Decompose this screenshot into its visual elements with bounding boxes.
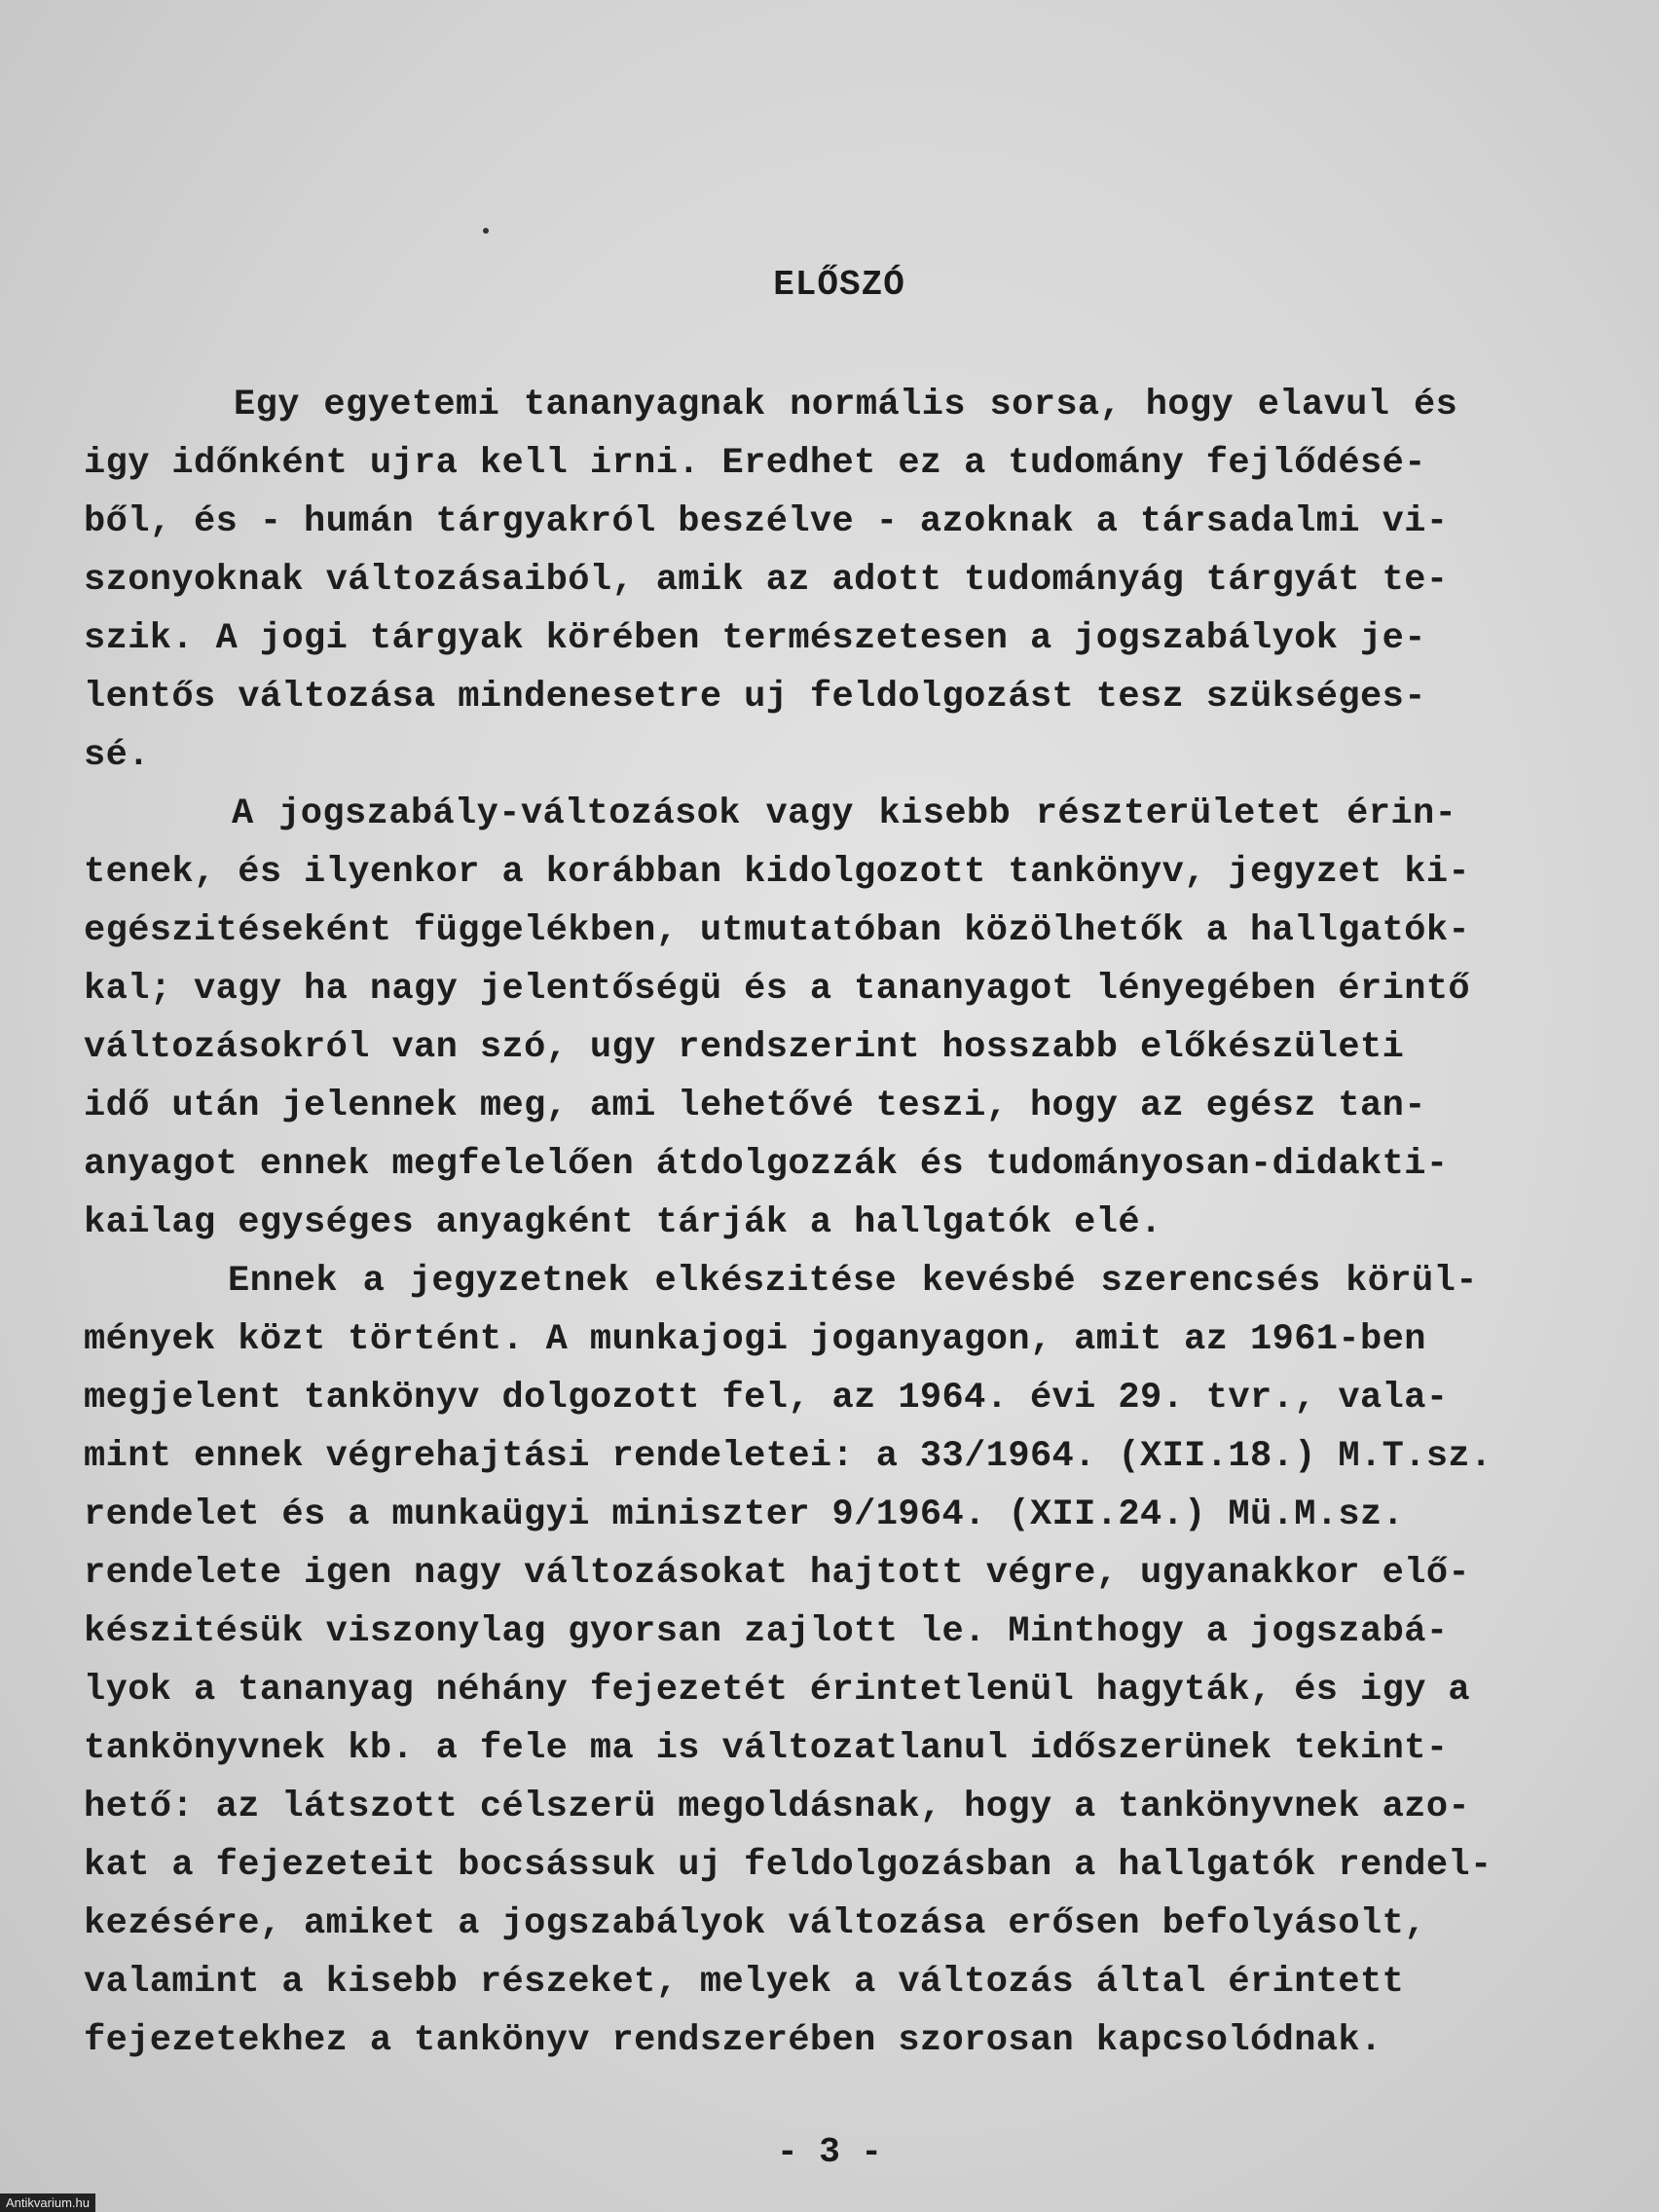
text-line: készitésük viszonylag gyorsan zajlott le. Minthogy a jogszabá- — [84, 1611, 1449, 1652]
text-line: hető: az látszott célszerü megoldásnak, hogy a tankönyvnek azo- — [84, 1787, 1471, 1827]
text-line: kat a fejezeteit bocsássuk uj feldolgozásban a hallgatók rendel- — [84, 1845, 1493, 1886]
text-line: lyok a tananyag néhány fejezetét érintetlenül hagyták, és igy a — [84, 1670, 1471, 1711]
page-number: - 3 - — [776, 2132, 883, 2172]
text-line: mint ennek végrehajtási rendeletei: a 33/1964. (XII.18.) M.T.sz. — [84, 1436, 1493, 1477]
text-line: kezésére, amiket a jogszabályok változása erősen befolyásolt, — [84, 1903, 1426, 1944]
text-line: A jogszabály-változások vagy kisebb részterületet érin- — [232, 793, 1457, 834]
ink-dot — [483, 228, 489, 234]
text-line: rendelete igen nagy változásokat hajtott végre, ugyanakkor elő- — [84, 1553, 1471, 1594]
text-line: igy időnként ujra kell irni. Eredhet ez a tudomány fejlődésé- — [84, 443, 1426, 484]
text-line: rendelet és a munkaügyi miniszter 9/1964. (XII.24.) Mü.M.sz. — [84, 1494, 1405, 1535]
page-title: ELŐSZÓ — [773, 265, 905, 305]
text-line: kal; vagy ha nagy jelentőségü és a tananyagot lényegében érintő — [84, 969, 1471, 1010]
text-line: fejezetekhez a tankönyv rendszerében szorosan kapcsolódnak. — [84, 2020, 1382, 2061]
text-line: szik. A jogi tárgyak körében természetesen a jogszabályok je- — [84, 618, 1426, 659]
text-line: anyagot ennek megfelelően átdolgozzák és tudományosan-didakti- — [84, 1144, 1449, 1185]
watermark: Antikvarium.hu — [0, 2194, 95, 2212]
text-line: ből, és - humán tárgyakról beszélve - azoknak a társadalmi vi- — [84, 501, 1449, 542]
text-line: valamint a kisebb részeket, melyek a változás által érintett — [84, 1962, 1405, 2003]
text-line: tankönyvnek kb. a fele ma is változatlanul időszerünek tekint- — [84, 1728, 1449, 1769]
text-line: mények közt történt. A munkajogi joganyagon, amit az 1961-ben — [84, 1319, 1426, 1360]
text-line: megjelent tankönyv dolgozott fel, az 1964. évi 29. tvr., vala- — [84, 1378, 1449, 1419]
text-line: idő után jelennek meg, ami lehetővé teszi, hogy az egész tan- — [84, 1086, 1426, 1126]
text-line: Egy egyetemi tananyagnak normális sorsa, hogy elavul és — [234, 385, 1458, 425]
text-line: egészitéseként függelékben, utmutatóban közölhetők a hallgatók- — [84, 910, 1471, 951]
text-line: sé. — [84, 735, 150, 776]
text-line: tenek, és ilyenkor a korábban kidolgozott tankönyv, jegyzet ki- — [84, 852, 1471, 893]
text-line: Ennek a jegyzetnek elkészitése kevésbé szerencsés körül- — [228, 1261, 1478, 1302]
text-line: kailag egységes anyagként tárják a hallgatók elé. — [84, 1202, 1162, 1243]
text-line: változásokról van szó, ugy rendszerint hosszabb előkészületi — [84, 1027, 1405, 1068]
text-line: lentős változása mindenesetre uj feldolgozást tesz szükséges- — [84, 677, 1426, 718]
body-text — [84, 376, 1641, 2070]
text-line: szonyoknak változásaiból, amik az adott tudományág tárgyát te- — [84, 560, 1449, 601]
